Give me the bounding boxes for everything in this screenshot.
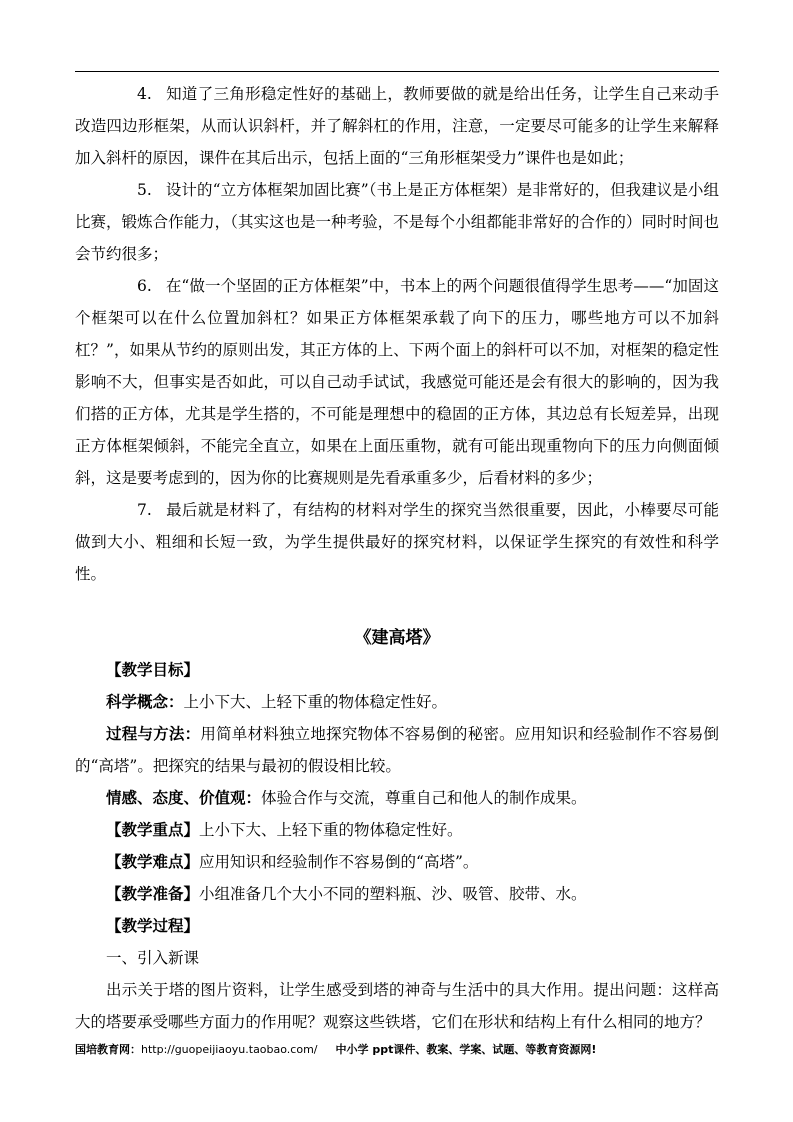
concept-text: 上小下大、上轻下重的物体稳定性好。 — [183, 693, 448, 711]
preparation-line — [75, 878, 719, 910]
key-point-label: 【教学重点】 — [106, 820, 200, 839]
goal-heading: 【教学目标】 — [106, 660, 200, 679]
concept-label: 科学概念： — [106, 692, 184, 711]
list-item-text: 最后就是材料了，有结构的材料对学生的探究当然很重要，因此，小棒要尽可能做到大小、粗细和长短一致，为学生提供最好的探究材料，以保证学生探究的有效性和科学性。 — [75, 501, 719, 583]
document-body — [75, 78, 719, 1038]
list-item-4 — [75, 78, 719, 174]
list-item-number: 6. — [137, 277, 152, 295]
process-heading: 【教学过程】 — [106, 916, 200, 935]
section-title: 《建高塔》 — [354, 628, 440, 648]
key-point-line — [75, 814, 719, 846]
list-item-number: 4. — [137, 85, 152, 103]
section-spacer — [75, 590, 719, 622]
method-text: 用简单材料独立地探究物体不容易倒的秘密。应用知识和经验制作不容易倒的“高塔”。把探究的结果与最初的假设相比较。 — [75, 725, 719, 775]
list-item-5 — [75, 174, 719, 270]
emotion-text: 体验合作与交流，尊重自己和他人的制作成果。 — [261, 789, 587, 807]
list-item-7 — [75, 494, 719, 590]
list-item-number: 5. — [137, 181, 152, 199]
list-item-text: 知道了三角形稳定性好的基础上，教师要做的就是给出任务，让学生自己来动手改造四边形框架，从而认识斜杆，并了解斜杠的作用，注意，一定要尽可能多的让学生来解释加入斜杆的原因，课件在其后出示，包括上面的“三角形框架受力”课件也是如此； — [75, 85, 719, 167]
step1-heading: 一、引入新课 — [106, 949, 200, 967]
step1-text: 出示关于塔的图片资料，让学生感受到塔的神奇与生活中的具大作用。提出问题：这样高大的塔要承受哪些方面力的作用呢？观察这些铁塔，它们在形状和结构上有什么相同的地方？ — [75, 981, 719, 1031]
method-label: 过程与方法： — [106, 724, 201, 743]
footer-tagline: 中小学 ppt课件、教案、学案、试题、等教育资源网! — [335, 1043, 597, 1056]
list-item-number: 7. — [137, 501, 152, 519]
list-item-text: 在“做一个坚固的正方体框架”中，书本上的两个问题很值得学生思考——“加固这个框架可以在什么位置加斜杠？如果正方体框架承载了向下的压力，哪些地方可以不加斜杠？”，如果从节约的原则出发，其正方体的上、下两个面上的斜杆可以不加，对框架的稳定性影响不大，但事实是否如此，可以自己动手试试，我感觉可能还是会有很大的影响的，因为我们搭的正方体，尤其是学生搭的，不可能是理想中的稳固的正方体，其边总有长短差异，出现正方体框架倾斜，不能完全直立，如果在上面压重物，就有可能出现重物向下的压力向侧面倾斜，这是要考虑到的，因为你的比赛规则是先看承重多少，后看材料的多少； — [75, 277, 719, 487]
preparation-label: 【教学准备】 — [106, 884, 200, 903]
difficulty-line — [75, 846, 719, 878]
footer-site-label: 国培教育网： — [75, 1043, 141, 1056]
header-rule — [75, 71, 719, 72]
list-item-text: 设计的“立方体框架加固比赛”（书上是正方体框架）是非常好的，但我建议是小组比赛，锻炼合作能力，（其实这也是一种考验，不是每个小组都能非常好的合作的）同时时间也会节约很多； — [75, 181, 719, 263]
emotion-line — [75, 782, 719, 814]
method-line — [75, 718, 719, 782]
key-point-text: 上小下大、上轻下重的物体稳定性好。 — [199, 821, 463, 839]
page-footer — [75, 1043, 596, 1057]
emotion-label: 情感、态度、价值观： — [106, 788, 262, 807]
difficulty-label: 【教学难点】 — [106, 852, 200, 871]
list-item-6 — [75, 270, 719, 494]
preparation-text: 小组准备几个大小不同的塑料瓶、沙、吸管、胶带、水。 — [199, 885, 587, 903]
concept-line — [75, 686, 719, 718]
difficulty-text: 应用知识和经验制作不容易倒的“高塔”。 — [199, 853, 479, 871]
footer-url[interactable]: http://guopeijiaoyu.taobao.com/ — [141, 1043, 318, 1056]
